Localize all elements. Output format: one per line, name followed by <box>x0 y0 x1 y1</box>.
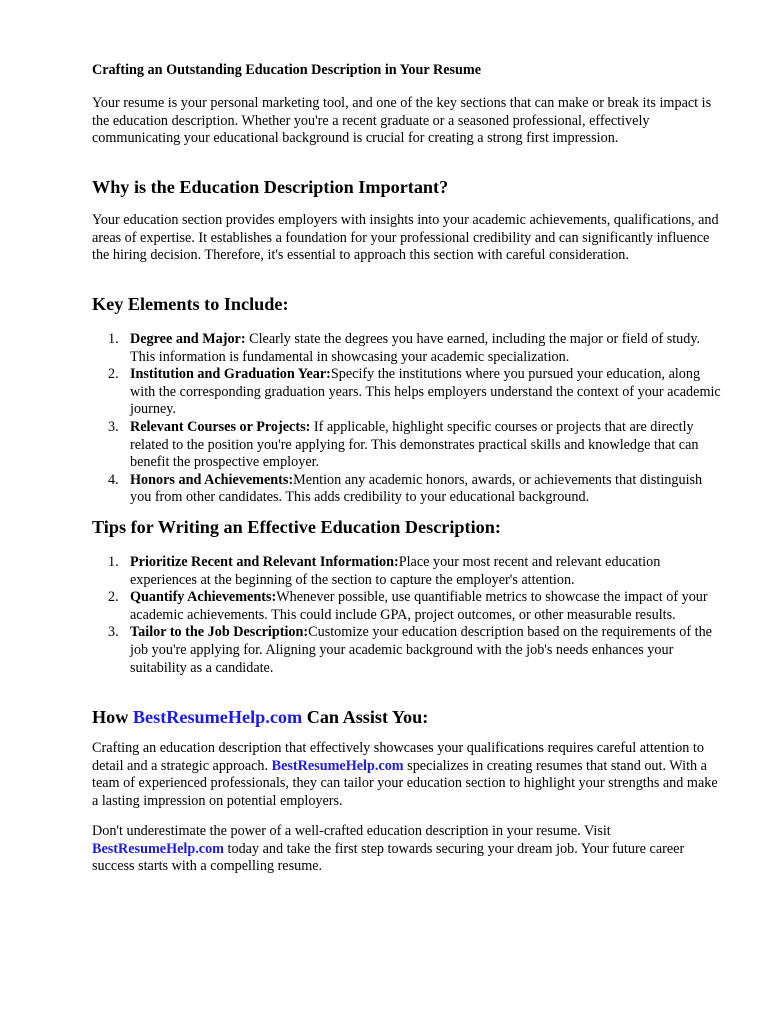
list-item-label: Relevant Courses or Projects: <box>130 418 311 435</box>
list-item-text: Place your most recent and relevant education experiences at the beginning of the section to capture the employer's attention. <box>130 554 661 588</box>
list-number: 1. <box>108 331 119 347</box>
assist-heading-pre: How <box>92 707 133 727</box>
list-item-text: If applicable, highlight specific courses or projects that are directly related to the position you're applying for. This demonstrates practical skills and knowledge that can benefit the prospective employer. <box>130 418 699 471</box>
list-item <box>92 554 722 589</box>
list-item-text: Mention any academic honors, awards, or achievements that distinguish you from other candidates. This adds credibility to your educational background. <box>130 471 703 506</box>
assist-heading <box>92 706 428 728</box>
list-item-text: Customize your education description based on the requirements of the job you're applying for. Aligning your academic background with the job's needs enhances your suitability as a candidate. <box>130 624 712 676</box>
assist-p2-pre: Don't underestimate the power of a well-crafted education description in your resume. Visit <box>92 823 611 839</box>
list-item <box>92 624 722 677</box>
list-number: 3. <box>108 418 119 435</box>
why-heading: Why is the Education Description Important? <box>92 177 449 197</box>
list-item-label: Degree and Major: <box>130 331 246 347</box>
list-item-label: Prioritize Recent and Relevant Information: <box>130 554 399 570</box>
list-item <box>92 331 722 366</box>
intro-paragraph: Your resume is your personal marketing tool, and one of the key sections that can make or break its impact is the education description. Whether you're a recent graduate or a seasoned professional, effectively communicating your educational background is crucial for creating a strong first impression. <box>92 95 712 147</box>
bestresumehelp-link[interactable]: BestResumeHelp.com <box>271 757 404 774</box>
assist-heading-post: Can Assist You: <box>302 707 429 727</box>
assist-paragraph-1 <box>92 740 722 810</box>
list-item-text: Specify the institutions where you pursued your education, along with the corresponding graduation years. This helps employers understand the context of your academic journey. <box>130 366 721 418</box>
list-item-label: Tailor to the Job Description: <box>130 624 309 641</box>
assist-p2-post: today and take the first step towards securing your dream job. Your future career success starts with a compelling resume. <box>92 840 685 875</box>
list-number: 2. <box>108 589 119 606</box>
assist-paragraph-2 <box>92 823 722 876</box>
list-number: 1. <box>108 554 119 570</box>
list-number: 4. <box>108 471 119 488</box>
why-paragraph: Your education section provides employers with insights into your academic achievements, qualifications, and areas of expertise. It establishes a foundation for your professional credibility and can significantly influence the hiring decision. Therefore, it's essential to approach this section with careful consideration. <box>92 212 719 264</box>
assist-p1-pre: Crafting an education description that effectively showcases your qualifications requires careful attention to detail and a strategic approach. <box>92 740 704 774</box>
list-item-text: Clearly state the degrees you have earned, including the major or field of study. This information is fundamental in showcasing your academic specialization. <box>130 331 701 365</box>
list-item-text: Whenever possible, use quantifiable metrics to showcase the impact of your academic achievements. This could include GPA, project outcomes, or other measurable results. <box>130 589 708 623</box>
list-item <box>92 419 722 472</box>
key-elements-heading: Key Elements to Include: <box>92 294 289 314</box>
list-number: 2. <box>108 366 119 383</box>
tips-heading: Tips for Writing an Effective Education Description: <box>92 517 501 537</box>
list-item <box>92 472 722 507</box>
list-item-label: Institution and Graduation Year: <box>130 366 331 383</box>
bestresumehelp-link[interactable]: BestResumeHelp.com <box>92 840 224 857</box>
list-number: 3. <box>108 624 119 641</box>
list-item-label: Quantify Achievements: <box>130 589 277 606</box>
bestresumehelp-heading-link[interactable]: BestResumeHelp.com <box>132 707 303 727</box>
list-item <box>92 366 722 419</box>
assist-p1-post: specializes in creating resumes that stand out. With a team of experienced professionals, they can tailor your education section to highlight your strengths and make a lasting impression on potential employers. <box>92 757 718 809</box>
key-elements-list <box>92 331 722 507</box>
tips-list <box>92 554 722 677</box>
document-title: Crafting an Outstanding Education Description in Your Resume <box>92 62 482 78</box>
list-item-label: Honors and Achievements: <box>130 471 294 488</box>
list-item <box>92 589 722 624</box>
